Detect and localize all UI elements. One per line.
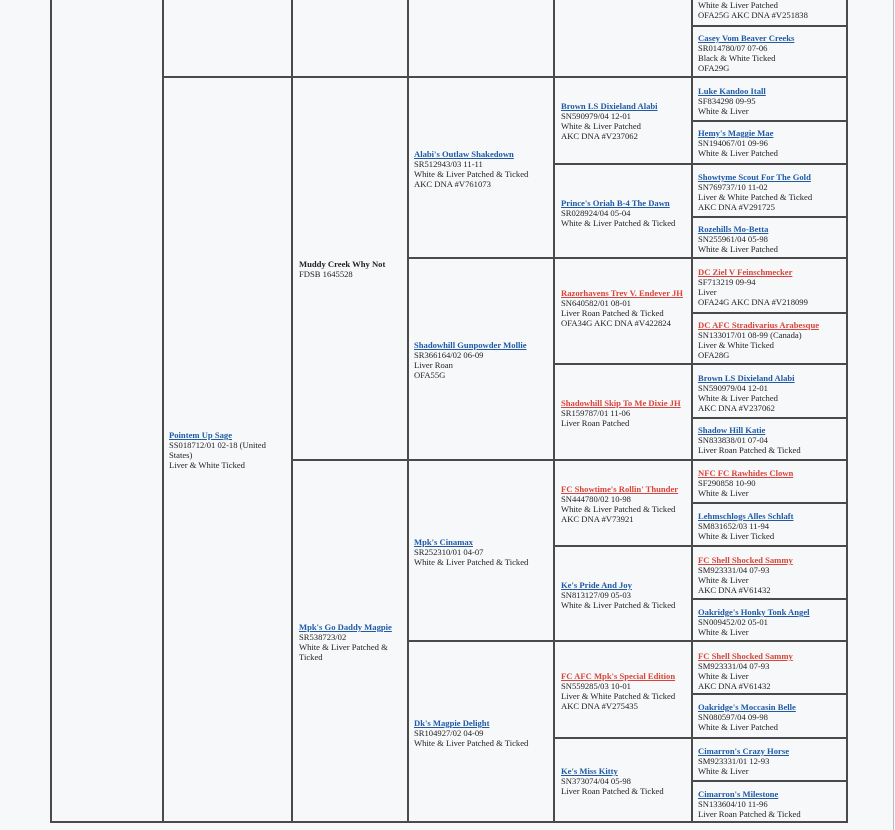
color-line: White & Liver Patched & Ticked xyxy=(299,642,388,662)
row-divider xyxy=(291,459,848,461)
column-divider-1 xyxy=(162,0,164,822)
g4-entry xyxy=(561,484,678,524)
dog-name-link[interactable]: Shadowhill Gunpowder Mollie xyxy=(414,340,527,350)
g4-entry xyxy=(561,766,664,796)
registration-line: SN133604/10 11-96 xyxy=(698,799,768,809)
registration-line: SF290858 10-90 xyxy=(698,478,756,488)
table-border-right xyxy=(846,0,848,822)
row-divider xyxy=(691,25,848,27)
dog-name-link[interactable]: FC Shell Shocked Sammy xyxy=(698,555,793,565)
registration-line: SS018712/01 02-18 (United States) xyxy=(169,440,266,460)
g5-entry xyxy=(698,224,778,254)
g4-entry xyxy=(561,671,675,711)
color-line: White & Liver Patched & Ticked xyxy=(561,504,676,514)
registration-line: SR252310/01 04-07 xyxy=(414,547,484,557)
registration-line: SM831652/03 11-94 xyxy=(698,521,770,531)
g5-entry xyxy=(698,651,793,691)
row-divider xyxy=(691,598,848,600)
dog-name-link[interactable]: Brown LS Dixieland Alabi xyxy=(698,373,795,383)
dog-name-link[interactable]: Alabi's Outlaw Shakedown xyxy=(414,149,514,159)
row-divider xyxy=(691,502,848,504)
color-line: White & Liver Patched xyxy=(698,148,778,158)
registration-line: SN194067/01 09-96 xyxy=(698,138,768,148)
dog-name-link[interactable]: Pointem Up Sage xyxy=(169,430,233,440)
g5-entry xyxy=(698,607,810,637)
color-line: Liver & White Ticked xyxy=(169,460,245,470)
color-line: White & Liver xyxy=(698,488,749,498)
color-line: White & Liver Patched xyxy=(698,393,778,403)
registration-line: SR366164/02 06-09 xyxy=(414,350,484,360)
color-line: White & Liver Patched xyxy=(698,722,778,732)
g2-entry xyxy=(299,622,403,662)
row-divider xyxy=(691,417,848,419)
color-line: White & Liver Patched & Ticked xyxy=(414,169,529,179)
dog-name-link[interactable]: Ke's Pride And Joy xyxy=(561,580,632,590)
dog-name-link[interactable]: Shadow Hill Katie xyxy=(698,425,766,435)
column-divider-5 xyxy=(691,0,693,822)
health-line: OFA24G AKC DNA #V218099 xyxy=(698,297,808,307)
g5-entry xyxy=(698,555,793,595)
g5-entry xyxy=(698,373,795,413)
registration-line: SR014780/07 07-06 xyxy=(698,43,768,53)
g3-entry xyxy=(414,537,528,567)
color-line: White & Liver Patched xyxy=(698,0,778,10)
row-divider xyxy=(162,76,848,78)
table-border-left xyxy=(50,0,52,822)
dog-name-link[interactable]: Razorhavens Trev V. Endever JH xyxy=(561,288,683,298)
dog-name-link[interactable]: FC Showtime's Rollin' Thunder xyxy=(561,484,679,494)
row-divider xyxy=(407,640,848,642)
row-divider xyxy=(553,363,848,365)
color-line: White & Liver Patched xyxy=(698,244,778,254)
row-divider xyxy=(553,163,848,165)
column-divider-4 xyxy=(553,0,555,822)
g3-entry xyxy=(414,149,528,189)
registration-line: SN009452/02 05-01 xyxy=(698,617,768,627)
row-divider xyxy=(407,257,848,259)
color-line: White & Liver Patched xyxy=(561,121,641,131)
color-line: White & Liver Ticked xyxy=(698,531,775,541)
dog-name-link[interactable]: DC Ziel V Feinschmecker xyxy=(698,267,793,277)
dog-name-link[interactable]: FC Shell Shocked Sammy xyxy=(698,651,793,661)
g5-entry xyxy=(698,468,793,498)
color-line: White & Liver xyxy=(698,766,749,776)
dog-name-link[interactable]: Luke Kandoo Itall xyxy=(698,86,766,96)
g4-entry xyxy=(561,101,658,141)
dog-name-link[interactable]: Shadowhill Skip To Me Dixie JH xyxy=(561,398,681,408)
column-divider-2 xyxy=(291,0,293,822)
g5-entry xyxy=(698,789,801,819)
g5-entry xyxy=(698,86,766,116)
sire-entry xyxy=(169,430,287,470)
registration-line: SM923331/04 07-93 xyxy=(698,565,770,575)
dog-name-link[interactable]: Lehmschlogs Alles Schlaft xyxy=(698,511,794,521)
color-line: Liver & White Patched & Ticked xyxy=(561,691,676,701)
row-divider xyxy=(691,312,848,314)
dog-name-link[interactable]: Showtyme Scout For The Gold xyxy=(698,172,811,182)
dog-name-link[interactable]: Hemy's Maggie Mae xyxy=(698,128,774,138)
g5-entry xyxy=(698,172,812,212)
health-line: OFA25G AKC DNA #V251838 xyxy=(698,10,808,20)
color-line: Liver xyxy=(698,287,717,297)
color-line: White & Liver Patched & Ticked xyxy=(561,218,676,228)
registration-line: SN080597/04 09-98 xyxy=(698,712,768,722)
dog-name-link[interactable]: Mpk's Go Daddy Magpie xyxy=(299,622,392,632)
registration-line: SN640582/01 08-01 xyxy=(561,298,631,308)
dog-name-link[interactable]: Oakridge's Moccasin Belle xyxy=(698,702,796,712)
dog-name-link[interactable]: Prince's Oriah B-4 The Dawn xyxy=(561,198,670,208)
dna-line: AKC DNA #V237062 xyxy=(561,131,638,141)
table-border-bottom xyxy=(50,821,848,823)
color-line: White & Liver Patched & Ticked xyxy=(414,738,529,748)
g4-entry xyxy=(561,198,675,228)
g5-entry xyxy=(698,702,796,732)
g5-entry xyxy=(698,0,808,20)
dna-line: AKC DNA #V275435 xyxy=(561,701,638,711)
g5-entry xyxy=(698,511,794,541)
g5-entry xyxy=(698,320,819,360)
g5-entry xyxy=(698,746,789,776)
registration-line: SN590979/04 12-01 xyxy=(698,383,768,393)
g2-entry xyxy=(299,259,405,279)
dog-name-link[interactable]: DC AFC Stradivarius Arabesque xyxy=(698,320,820,330)
health-line: OFA34G AKC DNA #V422824 xyxy=(561,318,671,328)
registration-line: SN133017/01 08-99 (Canada) xyxy=(698,330,802,340)
color-line: White & Liver Patched & Ticked xyxy=(414,557,529,567)
registration-line: SR159787/01 11-06 xyxy=(561,408,631,418)
dna-line: AKC DNA #V761073 xyxy=(414,179,491,189)
dog-name-link[interactable]: Casey Vom Beaver Creeks xyxy=(698,33,795,43)
dog-name-link[interactable]: Cimarron's Milestone xyxy=(698,789,779,799)
row-divider xyxy=(553,737,848,739)
registration-line: SN559285/03 10-01 xyxy=(561,681,631,691)
color-line: White & Liver xyxy=(698,575,749,585)
color-line: White & Liver xyxy=(698,106,749,116)
health-line: OFA28G xyxy=(698,350,730,360)
dog-name-link[interactable]: Brown LS Dixieland Alabi xyxy=(561,101,658,111)
registration-line: SR028924/04 05-04 xyxy=(561,208,631,218)
g5-entry xyxy=(698,425,801,455)
color-line: Liver & White Ticked xyxy=(698,340,774,350)
dna-line: AKC DNA #V237062 xyxy=(698,403,775,413)
registration-line: SN813127/09 05-03 xyxy=(561,590,631,600)
g5-entry xyxy=(698,267,808,307)
row-divider xyxy=(691,693,848,695)
page-edge-mark xyxy=(893,0,894,830)
dog-name-link[interactable]: Ke's Miss Kitty xyxy=(561,766,618,776)
registration-line: FDSB 1645528 xyxy=(299,269,353,279)
dog-name-link[interactable]: FC AFC Mpk's Special Edition xyxy=(561,671,676,681)
dna-line: AKC DNA #V73921 xyxy=(561,514,634,524)
g5-entry xyxy=(698,33,794,73)
g5-entry xyxy=(698,128,778,158)
dna-line: AKC DNA #V61432 xyxy=(698,585,771,595)
g4-entry xyxy=(561,398,681,428)
color-line: Liver Roan Patched & Ticked xyxy=(698,809,801,819)
color-line: Liver Roan Patched & Ticked xyxy=(561,308,664,318)
g4-entry xyxy=(561,580,675,610)
registration-line: SN833838/01 07-04 xyxy=(698,435,768,445)
color-line: White & Liver xyxy=(698,627,749,637)
color-line: Liver Roan Patched & Ticked xyxy=(561,786,664,796)
dog-name-link[interactable]: NFC FC Rawhides Clown xyxy=(698,468,794,478)
row-divider xyxy=(553,545,848,547)
dna-line: AKC DNA #V291725 xyxy=(698,202,775,212)
health-line: OFA29G xyxy=(698,63,730,73)
color-line: White & Liver Patched & Ticked xyxy=(561,600,676,610)
registration-line: SR512943/03 11-11 xyxy=(414,159,483,169)
dna-line: AKC DNA #V61432 xyxy=(698,681,771,691)
g3-entry xyxy=(414,718,528,748)
row-divider xyxy=(691,780,848,782)
color-line: Liver Roan xyxy=(414,360,453,370)
registration-line: SN255961/04 05-98 xyxy=(698,234,768,244)
color-line: White & Liver xyxy=(698,671,749,681)
registration-line: SF713219 09-94 xyxy=(698,277,756,287)
dog-name: Muddy Creek Why Not xyxy=(299,259,386,269)
column-divider-3 xyxy=(407,0,409,822)
registration-line: SN590979/04 12-01 xyxy=(561,111,631,121)
registration-line: SR538723/02 xyxy=(299,632,347,642)
g4-entry xyxy=(561,288,687,328)
registration-line: SR104927/02 04-09 xyxy=(414,728,484,738)
dog-name-link[interactable]: Rozehills Mo-Betta xyxy=(698,224,769,234)
row-divider xyxy=(691,216,848,218)
color-line: Liver Roan Patched xyxy=(561,418,630,428)
g3-entry xyxy=(414,340,527,380)
color-line: Liver & White Patched & Ticked xyxy=(698,192,813,202)
row-divider xyxy=(691,120,848,122)
registration-line: SN444780/02 10-98 xyxy=(561,494,631,504)
registration-line: SM923331/04 07-93 xyxy=(698,661,770,671)
dog-name-link[interactable]: Cimarron's Crazy Horse xyxy=(698,746,790,756)
registration-line: SN373074/04 05-98 xyxy=(561,776,631,786)
dog-name-link[interactable]: Mpk's Cinamax xyxy=(414,537,473,547)
registration-line: SM923331/01 12-93 xyxy=(698,756,770,766)
registration-line: SF834298 09-95 xyxy=(698,96,756,106)
dog-name-link[interactable]: Dk's Magpie Delight xyxy=(414,718,490,728)
color-line: Black & White Ticked xyxy=(698,53,776,63)
color-line: Liver Roan Patched & Ticked xyxy=(698,445,801,455)
registration-line: SN769737/10 11-02 xyxy=(698,182,768,192)
health-line: OFA55G xyxy=(414,370,446,380)
dog-name-link[interactable]: Oakridge's Honky Tonk Angel xyxy=(698,607,810,617)
